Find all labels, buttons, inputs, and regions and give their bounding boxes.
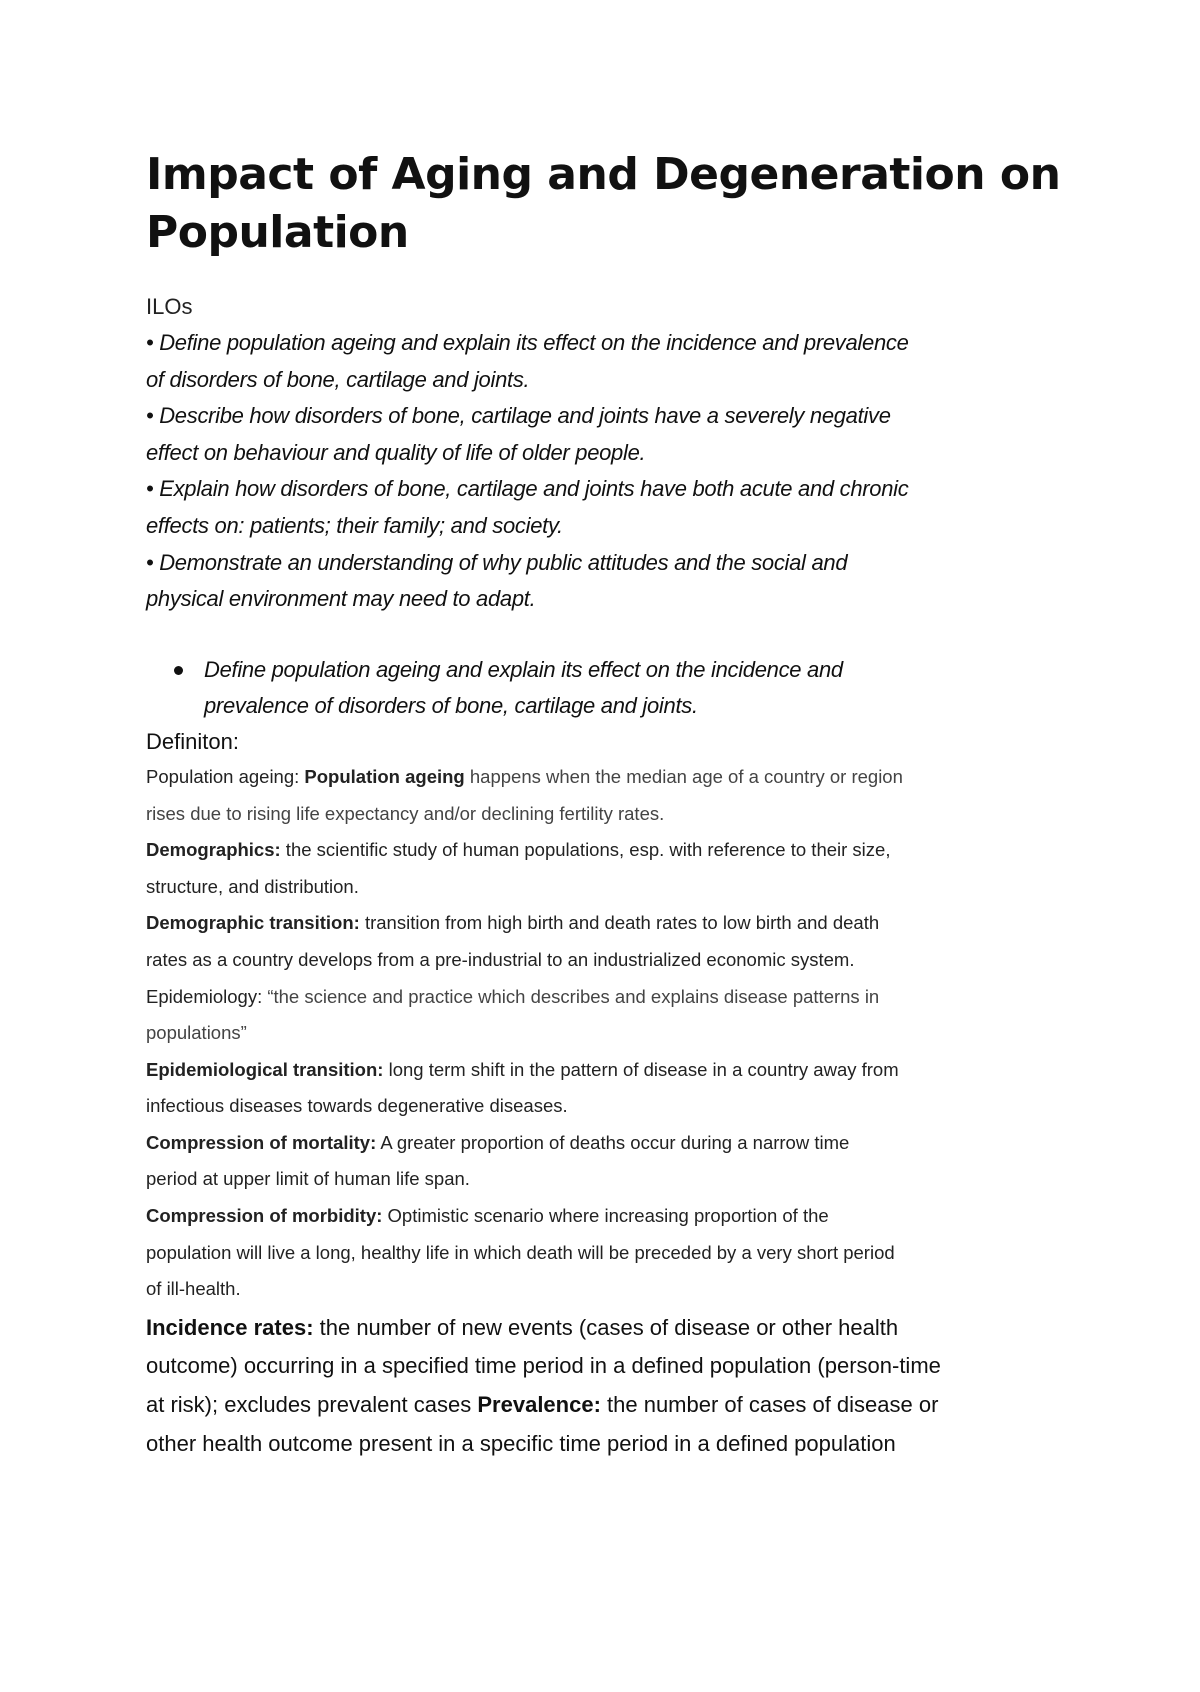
definition-demographics (146, 832, 1066, 905)
definition-term: Demographics: (146, 839, 281, 861)
definition-text: the scientific study of human populations, esp. with reference to their size, (280, 839, 891, 861)
ilos-heading: ILOs (146, 294, 193, 319)
definition-epidemiology (146, 979, 1066, 1052)
definition-text: period at upper limit of human life span. (146, 1168, 470, 1190)
definition-text: “the science and practice which describes and explains disease patterns in (267, 985, 880, 1007)
definition-text: the number of cases of disease or (600, 1392, 939, 1418)
page-title: Impact of Aging and Degeneration on Population (146, 149, 1061, 258)
definition-term: Compression of morbidity: (146, 1205, 383, 1227)
ilo-line: • Describe how disorders of bone, cartilage and joints have a severely negative (146, 403, 891, 429)
ilos-list (146, 325, 1066, 618)
definition-term: Prevalence: (477, 1392, 601, 1418)
ilo-line: • Explain how disorders of bone, cartilage and joints have both acute and chronic (146, 476, 909, 502)
definition-term: Epidemiological transition: (146, 1058, 384, 1080)
bullet-text-line: Define population ageing and explain its effect on the incidence and (204, 656, 843, 682)
definition-text: happens when the median age of a country or region (464, 765, 903, 787)
definition-term: Compression of mortality: (146, 1131, 377, 1153)
definitions-heading: Definiton: (146, 728, 239, 754)
definition-compression-mortality (146, 1125, 1066, 1198)
definition-text: structure, and distribution. (146, 875, 359, 897)
definition-text: rises due to rising life expectancy and/or declining fertility rates. (146, 802, 665, 824)
definition-population-ageing (146, 759, 1066, 832)
definition-term: Population ageing (304, 765, 465, 787)
definition-term: Incidence rates: (146, 1314, 314, 1340)
definition-label: Population ageing: (146, 765, 305, 787)
ilo-line: • Demonstrate an understanding of why public attitudes and the social and (146, 549, 848, 575)
definition-text: other health outcome present in a specific time period in a defined population (146, 1430, 896, 1456)
definition-label: Epidemiology: (146, 985, 268, 1007)
ilo-line: • Define population ageing and explain its effect on the incidence and prevalence (146, 330, 909, 355)
definition-text: population will live a long, healthy life in which death will be preceded by a very short period (146, 1241, 895, 1263)
definition-text: of ill-health. (146, 1278, 241, 1300)
bullet-text-line: prevalence of disorders of bone, cartilage and joints. (204, 693, 698, 719)
ilo-line: effect on behaviour and quality of life of older people. (146, 439, 646, 465)
ilo-line: effects on: patients; their family; and society. (146, 512, 563, 538)
definition-text: outcome) occurring in a specified time period in a defined population (person-time (146, 1353, 941, 1379)
definition-text: Optimistic scenario where increasing proportion of the (382, 1205, 829, 1227)
definition-compression-morbidity (146, 1198, 1066, 1308)
definition-incidence-prevalence (146, 1310, 1066, 1462)
definition-term: Demographic transition: (146, 912, 360, 934)
bullet-dot-icon (174, 666, 183, 675)
definition-text: rates as a country develops from a pre-industrial to an industrialized economic system. (146, 948, 855, 970)
definition-text: the number of new events (cases of disease or other health (313, 1314, 899, 1340)
definition-epidemiological-transition (146, 1052, 1066, 1125)
document-page (146, 146, 1066, 1462)
definition-text: transition from high birth and death rates to low birth and death (359, 912, 880, 934)
definition-text: at risk); excludes prevalent cases (146, 1392, 478, 1418)
ilo-line: physical environment may need to adapt. (146, 586, 536, 612)
ilo-line: of disorders of bone, cartilage and joints. (146, 366, 530, 392)
objective-bullet-list (146, 652, 1066, 725)
objective-bullet-item (204, 652, 1066, 725)
definition-text: A greater proportion of deaths occur during a narrow time (376, 1131, 850, 1153)
definition-text: populations” (146, 1022, 247, 1044)
definition-demographic-transition (146, 905, 1066, 978)
definition-text: long term shift in the pattern of disease in a country away from (383, 1058, 899, 1080)
definition-text: infectious diseases towards degenerative diseases. (146, 1095, 568, 1117)
